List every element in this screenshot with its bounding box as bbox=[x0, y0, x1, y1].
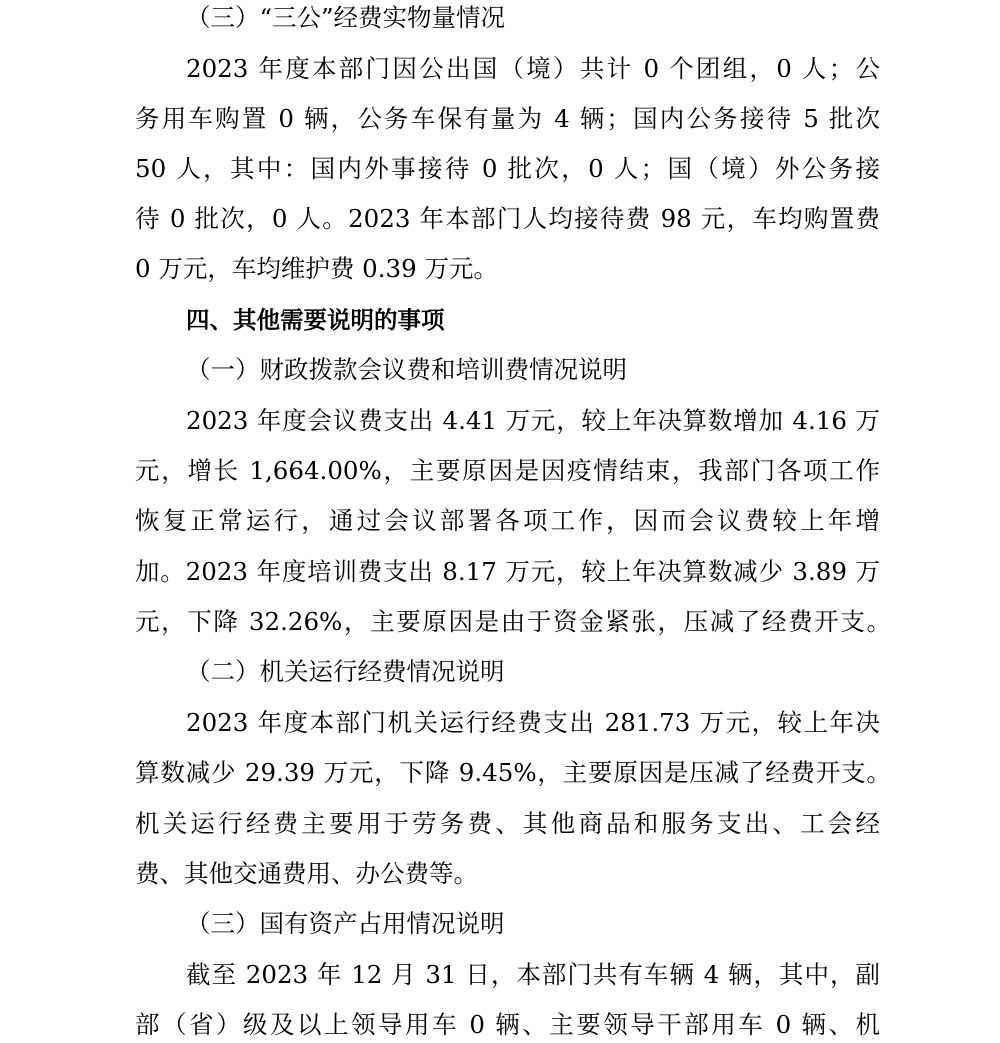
paragraph-line: 2023 年度会议费支出 4.41 万元，较上年决算数增加 4.16 万 bbox=[186, 406, 880, 435]
subsection-heading-state-assets: （三）国有资产占用情况说明 bbox=[186, 909, 505, 938]
paragraph-line: 部（省）级及以上领导用车 0 辆、主要领导干部用车 0 辆、机 bbox=[135, 1010, 880, 1039]
paragraph-line: 50 人，其中：国内外事接待 0 批次，0 人；国（境）外公务接 bbox=[135, 154, 880, 183]
paragraph-line: 加。2023 年度培训费支出 8.17 万元，较上年决算数减少 3.89 万 bbox=[135, 557, 880, 586]
paragraph-line: 机关运行经费主要用于劳务费、其他商品和服务支出、工会经 bbox=[135, 809, 880, 838]
paragraph-line: 待 0 批次，0 人。2023 年本部门人均接待费 98 元，车均购置费 bbox=[135, 204, 880, 233]
paragraph-line: 费、其他交通费用、办公费等。 bbox=[135, 859, 478, 888]
section-heading-sangong-quantity: （三）“三公”经费实物量情况 bbox=[186, 3, 506, 32]
paragraph-line: 算数减少 29.39 万元，下降 9.45%，主要原因是压减了经费开支。 bbox=[135, 758, 891, 787]
paragraph-line: 务用车购置 0 辆，公务车保有量为 4 辆；国内公务接待 5 批次 bbox=[135, 104, 880, 133]
paragraph-line: 恢复正常运行，通过会议部署各项工作，因而会议费较上年增 bbox=[135, 506, 880, 535]
paragraph-line: 截至 2023 年 12 月 31 日，本部门共有车辆 4 辆，其中，副 bbox=[186, 960, 880, 989]
subsection-heading-operating-expenses: （二）机关运行经费情况说明 bbox=[186, 657, 505, 686]
paragraph-line: 0 万元，车均维护费 0.39 万元。 bbox=[135, 254, 499, 283]
subsection-heading-meeting-training: （一）财政拨款会议费和培训费情况说明 bbox=[186, 355, 627, 384]
paragraph-line: 元，增长 1,664.00%，主要原因是因疫情结束，我部门各项工作 bbox=[135, 456, 880, 485]
section-heading-other-matters: 四、其他需要说明的事项 bbox=[186, 306, 445, 334]
paragraph-line: 元，下降 32.26%，主要原因是由于资金紧张，压减了经费开支。 bbox=[135, 607, 891, 636]
paragraph-line: 2023 年度本部门因公出国（境）共计 0 个团组，0 人；公 bbox=[186, 54, 880, 83]
paragraph-line: 2023 年度本部门机关运行经费支出 281.73 万元，较上年决 bbox=[186, 708, 880, 737]
